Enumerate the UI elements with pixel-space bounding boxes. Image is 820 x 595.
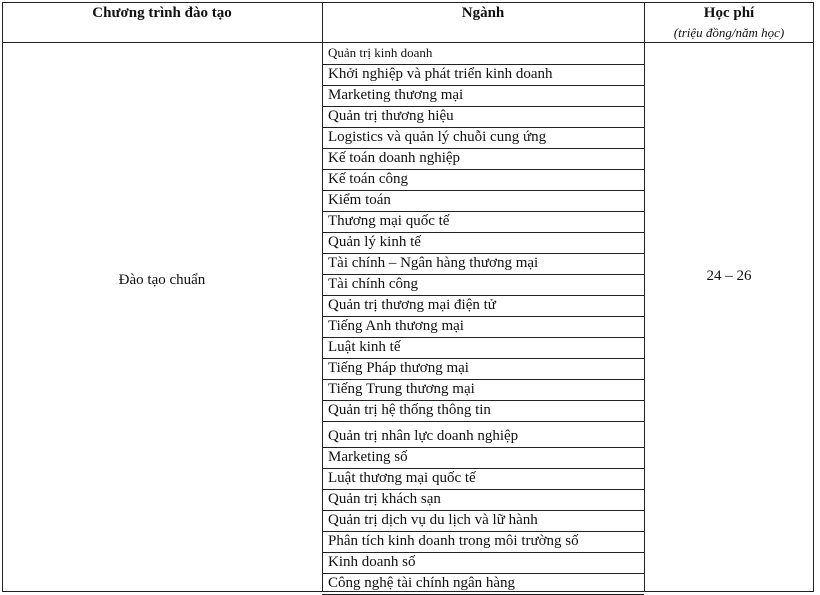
- major-row-divider: [322, 468, 644, 469]
- header-fee: [644, 2, 814, 45]
- major-row: Luật thương mại quốc tế: [328, 470, 476, 486]
- major-row: Quản trị dịch vụ du lịch và lữ hành: [328, 512, 538, 528]
- header-major-label: Ngành: [461, 5, 505, 21]
- major-row: Tiếng Pháp thương mại: [328, 360, 469, 376]
- major-row-divider: [322, 531, 644, 532]
- major-row-divider: [322, 274, 644, 275]
- major-row-divider: [322, 489, 644, 490]
- major-row-divider: [322, 169, 644, 170]
- major-row-divider: [322, 552, 644, 553]
- major-row: Kế toán công: [328, 171, 408, 187]
- header-program: [2, 2, 322, 45]
- major-row-divider: [322, 447, 644, 448]
- table-border-right: [813, 2, 814, 592]
- major-row: Marketing số: [328, 449, 408, 465]
- major-row: Quản trị khách sạn: [328, 491, 441, 507]
- major-row-divider: [322, 211, 644, 212]
- fee-cell: 24 – 26: [706, 268, 752, 284]
- major-row-divider: [322, 358, 644, 359]
- header-major: [322, 2, 644, 45]
- major-row: Công nghệ tài chính ngân hàng: [328, 575, 516, 591]
- major-row-divider: [322, 421, 644, 422]
- major-row-divider: [322, 127, 644, 128]
- page-break-gap-left: [3, 416, 322, 422]
- major-row-divider: [322, 64, 644, 65]
- major-row: Kiểm toán: [328, 192, 391, 208]
- column-divider-2: [644, 2, 645, 592]
- major-row: Logistics và quản lý chuỗi cung ứng: [328, 129, 547, 145]
- major-row: Thương mại quốc tế: [328, 213, 450, 229]
- major-row: Quản trị kinh doanh: [328, 45, 433, 60]
- column-divider-1: [322, 2, 323, 592]
- major-row: Quản lý kinh tế: [328, 234, 421, 250]
- table-border-left: [2, 2, 3, 592]
- major-row: Kinh doanh số: [328, 554, 416, 570]
- major-row: Tiếng Anh thương mại: [328, 318, 464, 334]
- header-fee-unit: (triệu đồng/năm học): [673, 25, 785, 40]
- major-row: Quản trị thương hiệu: [328, 108, 454, 124]
- major-row-divider: [322, 573, 644, 574]
- major-row: Tiếng Trung thương mại: [328, 381, 475, 397]
- major-row-divider: [322, 379, 644, 380]
- major-row-divider: [322, 337, 644, 338]
- major-row-divider: [322, 106, 644, 107]
- header-fee-label: Học phí: [703, 5, 755, 21]
- major-row: Quản trị nhân lực doanh nghiệp: [328, 428, 519, 444]
- major-row: Kế toán doanh nghiệp: [328, 150, 461, 166]
- major-row: Tài chính công: [328, 276, 418, 292]
- major-row: Khởi nghiệp và phát triển kinh doanh: [328, 66, 553, 82]
- page-break-gap-right: [645, 416, 813, 422]
- major-row: Phân tích kinh doanh trong môi trường số: [328, 533, 579, 549]
- major-row: Quản trị thương mại điện tử: [328, 297, 496, 313]
- major-row-divider: [322, 85, 644, 86]
- major-row-divider: [322, 253, 644, 254]
- major-row: Tài chính – Ngân hàng thương mại: [328, 255, 539, 271]
- tuition-table: [2, 2, 814, 592]
- program-cell: Đào tạo chuẩn: [118, 272, 206, 288]
- major-row-divider: [322, 400, 644, 401]
- major-row: Marketing thương mại: [328, 87, 464, 103]
- major-row-divider: [322, 295, 644, 296]
- major-row-divider: [322, 232, 644, 233]
- major-row-divider: [322, 510, 644, 511]
- major-row-divider: [322, 190, 644, 191]
- major-row-divider: [322, 316, 644, 317]
- major-row-divider: [322, 148, 644, 149]
- header-program-label: Chương trình đào tạo: [92, 5, 232, 21]
- major-row: Luật kinh tế: [328, 339, 401, 355]
- major-row: Quản trị hệ thống thông tin: [328, 402, 491, 418]
